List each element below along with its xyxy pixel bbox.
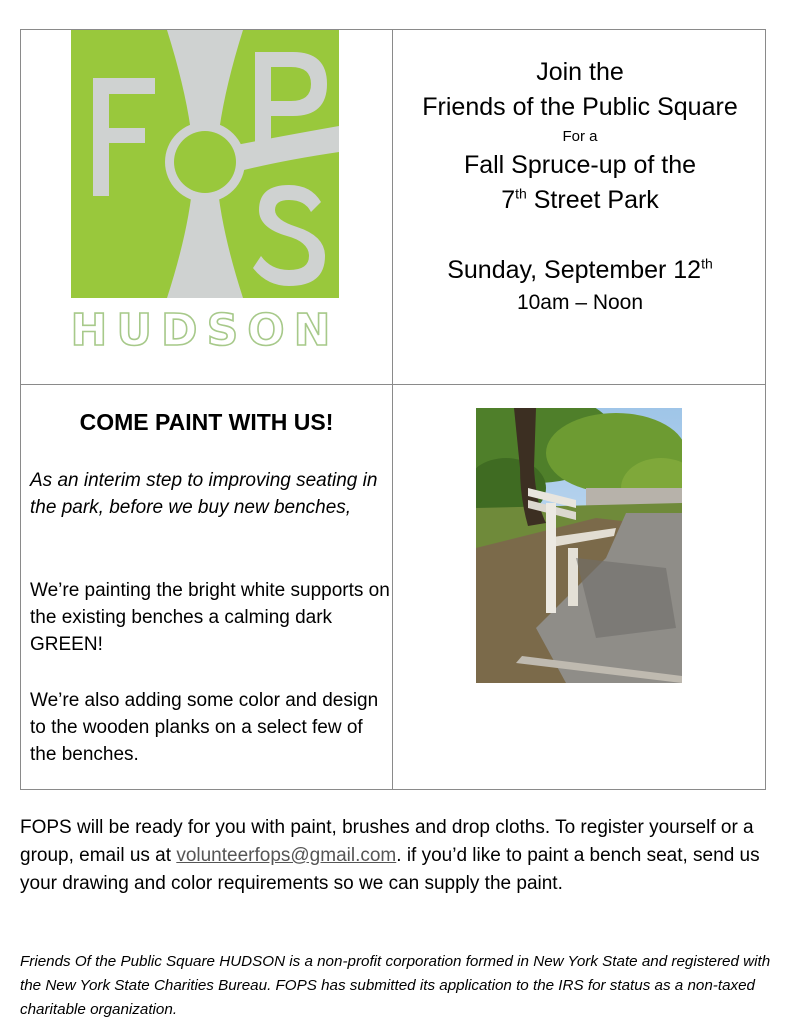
body-text-end: . if you’d like to paint a bench seat, send us your drawing and color requirements so we can supply the paint. bbox=[20, 845, 760, 894]
paint-para2: We’re also adding some color and design to the wooden planks on a select few of the benches. bbox=[30, 690, 379, 765]
paint-section bbox=[21, 385, 392, 791]
join-line: Join the bbox=[536, 58, 624, 86]
for-a-line: For a bbox=[562, 128, 598, 145]
bench-photo bbox=[476, 408, 682, 683]
fops-logo bbox=[71, 30, 339, 353]
flyer-table bbox=[20, 29, 766, 790]
event-time: 10am – Noon bbox=[516, 291, 644, 314]
registration-paragraph bbox=[20, 814, 772, 898]
paint-para1: We’re painting the bright white supports on the existing benches a calming dark GREEN! bbox=[30, 580, 390, 655]
event-title-line1: Fall Spruce-up of the bbox=[463, 151, 697, 179]
paint-intro: As an interim step to improving seating in the park, before we buy new benches, bbox=[30, 470, 378, 518]
event-title-line2: 7th Street Park bbox=[501, 185, 659, 214]
event-info bbox=[393, 30, 767, 384]
nonprofit-footer: Friends Of the Public Square HUDSON is a non-profit corporation formed in New York State and registered with the New York State Charities Bureau. FOPS has submitted its application to the IRS for status as a non-taxed charitable organization. bbox=[20, 953, 771, 1018]
event-date: Sunday, September 12th bbox=[447, 255, 713, 284]
body-text-start: FOPS will be ready for you with paint, brushes and drop cloths. To register yourself or a group, email us at bbox=[20, 817, 754, 866]
logo-wordmark: HUDSON bbox=[71, 305, 339, 353]
org-name: Friends of the Public Square bbox=[422, 93, 738, 121]
email-link[interactable]: volunteerfops@gmail.com bbox=[176, 845, 397, 866]
paint-heading: COME PAINT WITH US! bbox=[79, 409, 334, 435]
